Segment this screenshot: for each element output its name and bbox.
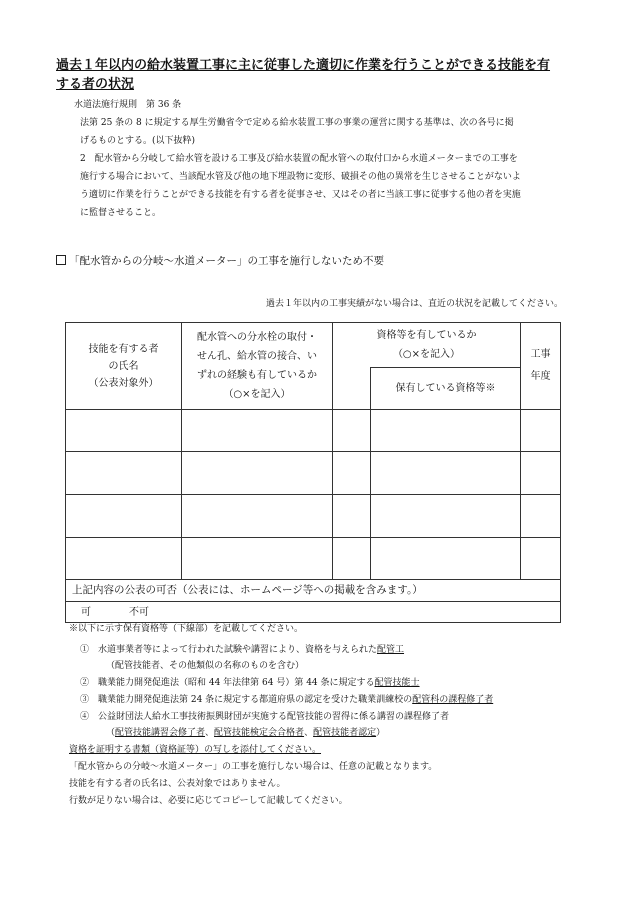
header-experience: 配水管への分水栓の取付・ せん孔、給水管の接合、い ずれの経験も有しているか （○×を記入） (182, 323, 333, 410)
cell-qualified[interactable] (333, 452, 371, 495)
cell-year[interactable] (521, 410, 561, 452)
page-title-line-1: 過去１年以内の給水装置工事に主に従事した適切に作業を行うことができる技能を有 (56, 58, 551, 73)
note-optional: 「配水管からの分岐～水道メーター」の工事を施行しない場合は、任意の記載となります。 (69, 762, 438, 772)
table-row (66, 538, 561, 580)
qualification-piping-technician: 配管技能士 (374, 678, 420, 688)
qualification-pipefitter: 配管工 (377, 645, 405, 655)
note-item-1: ① 水道事業者等によって行われた試験や講習により、資格を与えられた配管工 (80, 645, 405, 655)
cell-year[interactable] (521, 538, 561, 580)
regulation-para1-line2: げるものとする。(以下抜粋) (80, 136, 196, 146)
cell-experience[interactable] (182, 495, 333, 538)
cell-qualified[interactable] (333, 410, 371, 452)
skilled-workers-table (65, 322, 561, 623)
publication-options (66, 602, 561, 623)
cell-qualified[interactable] (333, 495, 371, 538)
publication-option-yes[interactable]: 可 (81, 606, 91, 618)
table-row (66, 495, 561, 538)
cell-qualified[interactable] (333, 538, 371, 580)
table-row (66, 452, 561, 495)
publication-option-no[interactable]: 不可 (129, 606, 149, 618)
cell-qualification[interactable] (371, 538, 521, 580)
cell-qualification[interactable] (371, 495, 521, 538)
notes-intro: ※以下に示す保有資格等（下線部）を記載してください。 (69, 624, 304, 634)
certificate-note: 資格を証明する書類（資格証等）の写しを添付してください。 (69, 745, 322, 755)
regulation-para1-line1: 法第 25 条の 8 に規定する厚生労働省令で定める給水装置工事の事業の運営に関する基準は、次の各号に掲 (80, 118, 514, 128)
cell-name[interactable] (66, 538, 182, 580)
not-applicable-option[interactable] (56, 253, 384, 269)
cell-year[interactable] (521, 495, 561, 538)
note-copy-rows: 行数が足りない場合は、必要に応じてコピーして記載してください。 (69, 796, 348, 806)
cell-name[interactable] (66, 452, 182, 495)
table-row (66, 410, 561, 452)
note-not-public: 技能を有する者の氏名は、公表対象ではありません。 (69, 779, 286, 789)
cell-name[interactable] (66, 495, 182, 538)
cell-qualification[interactable] (371, 452, 521, 495)
cell-experience[interactable] (182, 452, 333, 495)
cell-name[interactable] (66, 410, 182, 452)
note-item-3: ③ 職業能力開発促進法第 24 条に規定する都道府県の認定を受けた職業訓練校の配管科の課程修了者 (80, 695, 494, 705)
note-item-1-sub: （配管技能者、その他類似の名称のものを含む） (106, 661, 305, 671)
header-qualified-mark (333, 368, 371, 410)
publication-label: 上記内容の公表の可否（公表には、ホームページ等への掲載を含みます。） (66, 580, 561, 602)
table-note: 過去１年以内の工事実績がない場合は、直近の状況を記載してください。 (265, 299, 563, 309)
regulation-para2-line1: 2 配水管から分岐して給水管を設ける工事及び給水装置の配水管への取付口から水道メーターまでの工事を (80, 154, 518, 164)
cell-experience[interactable] (182, 410, 333, 452)
note-item-4-sub: （配管技能講習会修了者、配管技能検定会合格者、配管技能者認定） (106, 728, 386, 738)
regulation-para2-line3: う適切に作業を行うことができる技能を有する者を従事させ、又はその者に当該工事に従事する他の者を実施 (80, 190, 521, 200)
regulation-heading: 水道法施行規則 第 36 条 (74, 100, 182, 110)
header-qualification-held: 保有している資格等※ (371, 368, 521, 410)
cell-qualification[interactable] (371, 410, 521, 452)
page-title-line-2: する者の状況 (56, 77, 135, 92)
qualification-piping-course: 配管科の課程修了者 (412, 695, 494, 705)
note-item-4: ④ 公益財団法人給水工事技術振興財団が実施する配管技能の習得に係る講習の課程修了者 (80, 712, 450, 722)
regulation-para2-line4: に監督させること。 (80, 208, 162, 218)
not-applicable-checkbox[interactable] (56, 255, 66, 265)
header-year: 工事 年度 (521, 323, 561, 410)
not-applicable-label: 「配水管からの分岐～水道メーター」の工事を施行しないため不要 (69, 255, 384, 267)
cell-experience[interactable] (182, 538, 333, 580)
header-qualified: 資格等を有しているか （○×を記入） (333, 323, 521, 368)
page-title (56, 56, 550, 94)
note-item-2: ② 職業能力開発促進法（昭和 44 年法律第 64 号）第 44 条に規定する配管技能士 (80, 678, 420, 688)
header-name: 技能を有する者 の氏名 （公表対象外） (66, 323, 182, 410)
regulation-para2-line2: 施行する場合において、当該配水管及び他の地下埋設物に変形、破損その他の異常を生じさせることがないよ (80, 172, 521, 182)
cell-year[interactable] (521, 452, 561, 495)
